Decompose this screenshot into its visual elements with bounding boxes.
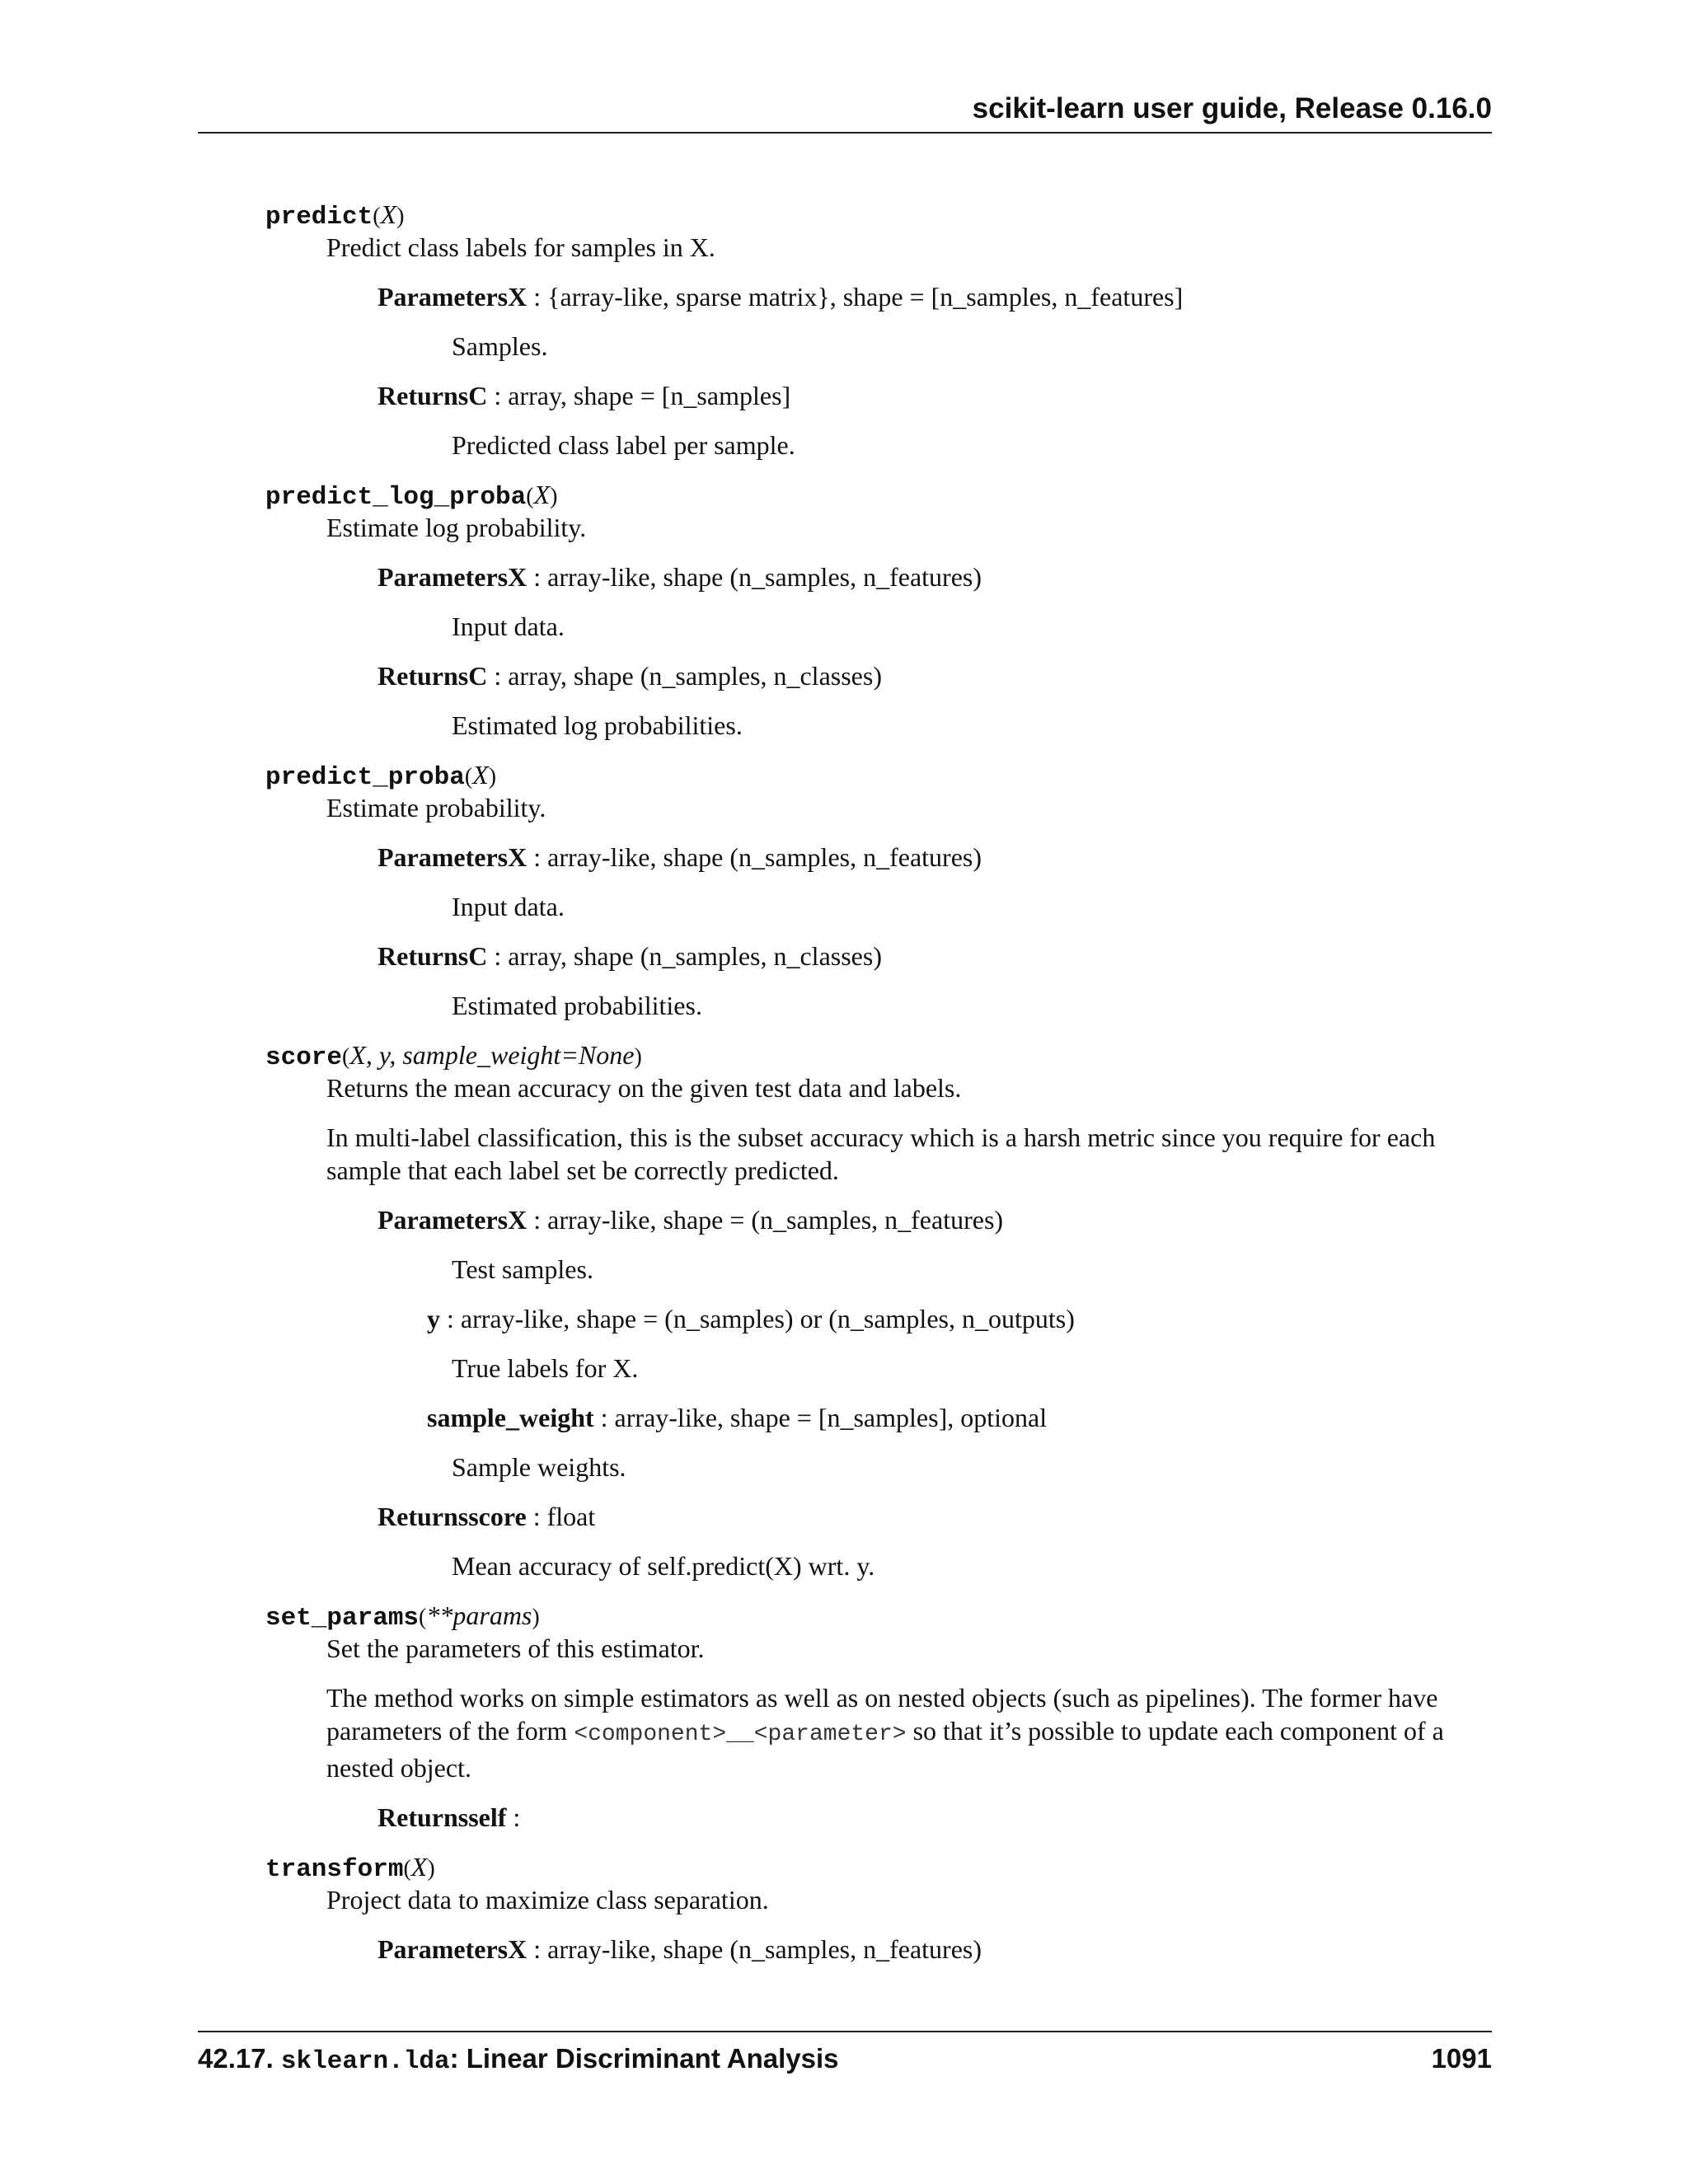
method-signature: transform(X): [265, 1852, 435, 1884]
method-paragraph: In multi-label classification, this is the subset accuracy which is a harsh metric since you require for each sample that each label set be correctly predicted.: [326, 1122, 1436, 1185]
method-args: X, y, sample_weight=None: [349, 1040, 635, 1070]
inline-code: <component>__<parameter>: [574, 1722, 907, 1747]
parameter-sample-weight: sample_weight : array-like, shape = [n_samples], optional: [427, 1403, 1048, 1432]
parameters-field: ParametersX : array-like, shape = (n_samples, n_features): [377, 1205, 1004, 1235]
section-number: 42.17.: [198, 2043, 274, 2074]
returns-field: Returnsscore : float: [377, 1502, 596, 1531]
parameter-description: True labels for X.: [452, 1353, 639, 1383]
method-predict: [265, 198, 1493, 462]
returns-description: Mean accuracy of self.predict(X) wrt. y.: [452, 1551, 875, 1581]
footer-section-title: [198, 2041, 839, 2080]
method-summary: Predict class labels for samples in X.: [326, 232, 715, 262]
returns-field: ReturnsC : array, shape = [n_samples]: [377, 381, 791, 410]
method-transform: [265, 1850, 1493, 1966]
parameter-y: y : array-like, shape = (n_samples) or (n_samples, n_outputs): [427, 1304, 1075, 1333]
method-summary: Returns the mean accuracy on the given test data and labels.: [326, 1073, 962, 1103]
returns-field: ReturnsC : array, shape (n_samples, n_classes): [377, 941, 882, 971]
method-args: X: [380, 199, 397, 229]
method-summary: Estimate probability.: [326, 793, 546, 823]
method-name: predict_log_proba: [265, 483, 527, 512]
parameters-field: ParametersX : array-like, shape (n_samples, n_features): [377, 1934, 982, 1964]
method-score: [265, 1038, 1493, 1582]
parameters-field: ParametersX : array-like, shape (n_samples, n_features): [377, 842, 982, 872]
returns-description: Predicted class label per sample.: [452, 430, 795, 460]
method-args: X: [472, 760, 489, 790]
section-title: : Linear Discriminant Analysis: [449, 2043, 839, 2074]
method-summary: Project data to maximize class separation.: [326, 1885, 769, 1915]
method-name: predict_proba: [265, 763, 465, 792]
page-number: 1091: [1431, 2043, 1492, 2074]
method-name: score: [265, 1043, 343, 1072]
module-name: sklearn.lda: [280, 2047, 450, 2076]
returns-description: Estimated probabilities.: [452, 991, 702, 1020]
method-name: set_params: [265, 1604, 420, 1633]
method-args: **params: [426, 1601, 532, 1630]
returns-description: Estimated log probabilities.: [452, 710, 743, 740]
parameters-field: ParametersX : {array-like, sparse matrix}, shape = [n_samples, n_features]: [377, 282, 1184, 312]
method-name: transform: [265, 1855, 404, 1884]
header-title: scikit-learn user guide, Release 0.16.0: [972, 92, 1492, 124]
parameter-description: Input data.: [452, 612, 565, 641]
method-predict-proba: [265, 758, 1493, 1022]
method-predict-log-proba: [265, 478, 1493, 742]
parameters-field: ParametersX : array-like, shape (n_samples, n_features): [377, 562, 982, 592]
method-paragraph: The method works on simple estimators as well as on nested objects (such as pipelines). The former have parameters of the form <component>__<parameter> so that it’s possible to update each component of a nested object.: [326, 1683, 1444, 1783]
method-name: predict: [265, 203, 373, 232]
parameter-description: Samples.: [452, 331, 548, 361]
method-set-params: [265, 1599, 1493, 1834]
method-args: X: [533, 480, 551, 509]
page-header: [198, 89, 1492, 134]
method-signature: predict_log_proba(X): [265, 480, 558, 512]
api-content: [265, 198, 1493, 1982]
method-args: X: [410, 1852, 428, 1882]
parameter-description: Test samples.: [452, 1254, 593, 1284]
method-summary: Set the parameters of this estimator.: [326, 1633, 705, 1663]
parameter-description: Sample weights.: [452, 1452, 626, 1482]
method-summary: Estimate log probability.: [326, 513, 587, 542]
method-signature: score(X, y, sample_weight=None): [265, 1040, 642, 1072]
parameter-description: Input data.: [452, 892, 565, 921]
returns-field: Returnsself :: [377, 1802, 521, 1832]
method-signature: set_params(**params): [265, 1601, 540, 1633]
page-footer: [198, 2031, 1492, 2082]
returns-field: ReturnsC : array, shape (n_samples, n_classes): [377, 661, 882, 691]
method-signature: predict(X): [265, 199, 405, 232]
method-signature: predict_proba(X): [265, 760, 497, 792]
